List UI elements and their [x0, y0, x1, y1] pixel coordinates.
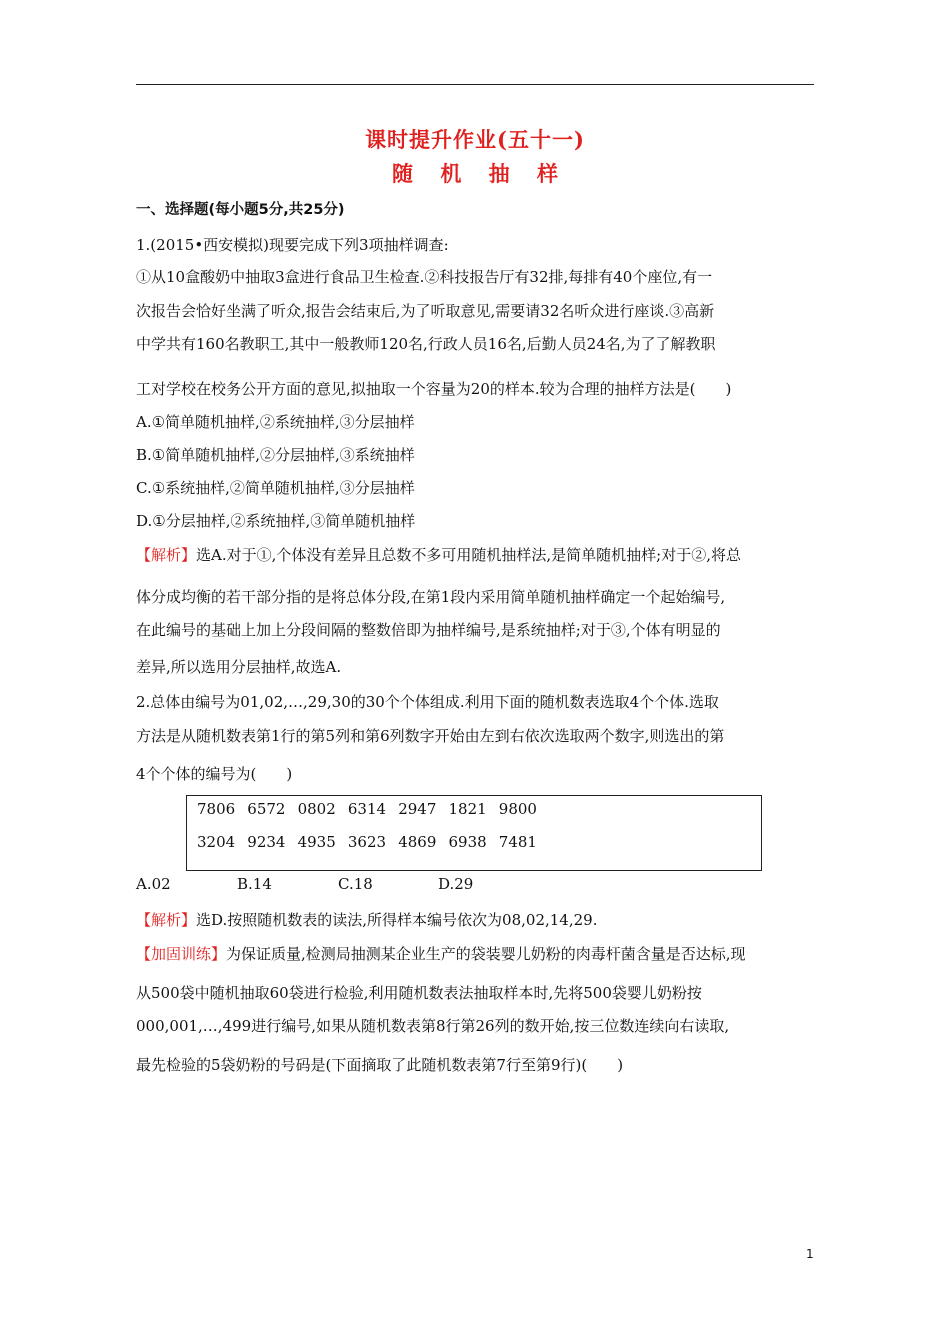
header-rule: [136, 84, 814, 85]
q2-option-d: D.29: [438, 875, 474, 893]
q1-analysis-line-1: [136, 545, 741, 565]
q1-analysis-line-4: 差异,所以选用分层抽样,故选A.: [136, 658, 342, 676]
q2-line-2: 方法是从随机数表第1行的第5列和第6列数字开始由左到右依次选取两个数字,则选出的第: [136, 727, 725, 745]
table-cell: 7481: [498, 833, 537, 851]
q1-line-3: 次报告会恰好坐满了听众,报告会结束后,为了听取意见,需要请32名听众进行座谈.③高新: [136, 302, 715, 320]
q1-line-4: 中学共有160名教职工,其中一般教师120名,行政人员16名,后勤人员24名,为了了解教职: [136, 335, 716, 353]
q1-analysis-line-3: 在此编号的基础上加上分段间隔的整数倍即为抽样编号,是系统抽样;对于③,个体有明显的: [136, 621, 721, 639]
q1-option-d: D.①分层抽样,②系统抽样,③简单随机抽样: [136, 512, 416, 530]
q1-analysis-tag: 【解析】: [136, 546, 197, 564]
page-title: 课时提升作业(五十一): [365, 127, 585, 152]
practice-line-3: 000,001,…,499进行编号,如果从随机数表第8行第26列的数开始,按三位数连续向右读取,: [136, 1017, 730, 1035]
practice-line-1: [136, 944, 746, 964]
table-cell: 7806: [197, 800, 236, 818]
q2-analysis: [136, 910, 597, 930]
q1-option-c: C.①系统抽样,②简单随机抽样,③分层抽样: [136, 479, 415, 497]
q1-analysis-text: 选A.对于①,个体没有差异且总数不多可用随机抽样法,是简单随机抽样;对于②,将总: [196, 546, 741, 564]
table-cell: 2947: [398, 800, 437, 818]
practice-line-2: 从500袋中随机抽取60袋进行检验,利用随机数表法抽取样本时,先将500袋婴儿奶粉按: [136, 984, 702, 1002]
table-cell: 6314: [347, 800, 387, 818]
table-row: [197, 833, 549, 851]
q2-option-b: B.14: [237, 875, 272, 893]
q1-option-a: A.①简单随机抽样,②系统抽样,③分层抽样: [136, 413, 415, 431]
table-cell: 6572: [247, 800, 286, 818]
random-number-table: [186, 795, 762, 871]
page-subtitle: 随 机 抽 样: [392, 161, 568, 186]
table-cell: 9234: [247, 833, 286, 851]
q1-line-5: 工对学校在校务公开方面的意见,拟抽取一个容量为20的样本.较为合理的抽样方法是( ): [136, 380, 732, 398]
q2-line-1: 2.总体由编号为01,02,…,29,30的30个个体组成.利用下面的随机数表选取4个个体.选取: [136, 693, 719, 711]
q2-analysis-tag: 【解析】: [136, 911, 197, 929]
practice-tag: 【加固训练】: [136, 945, 227, 963]
q1-line-2: ①从10盒酸奶中抽取3盒进行食品卫生检查.②科技报告厅有32排,每排有40个座位,有一: [136, 268, 713, 286]
table-cell: 3623: [347, 833, 387, 851]
practice-line-4: 最先检验的5袋奶粉的号码是(下面摘取了此随机数表第7行至第9行)( ): [136, 1056, 624, 1074]
section-heading: 一、选择题(每小题5分,共25分): [136, 202, 345, 218]
q1-option-b: B.①简单随机抽样,②分层抽样,③系统抽样: [136, 446, 415, 464]
q2-analysis-text: 选D.按照随机数表的读法,所得样本编号依次为08,02,14,29.: [196, 911, 598, 929]
table-cell: 6938: [448, 833, 487, 851]
table-cell: 9800: [498, 800, 537, 818]
table-cell: 3204: [197, 833, 236, 851]
page-number: 1: [806, 1247, 814, 1261]
q2-option-c: C.18: [338, 875, 373, 893]
table-row: [197, 800, 549, 818]
practice-text: 为保证质量,检测局抽测某企业生产的袋装婴儿奶粉的肉毒杆菌含量是否达标,现: [226, 945, 746, 963]
q1-line-1: 1.(2015•西安模拟)现要完成下列3项抽样调查:: [136, 236, 449, 254]
table-cell: 1821: [448, 800, 487, 818]
q2-option-a: A.02: [136, 875, 171, 893]
q2-line-3: 4个个体的编号为( ): [136, 765, 293, 783]
table-cell: 0802: [297, 800, 336, 818]
table-cell: 4935: [297, 833, 336, 851]
q1-analysis-line-2: 体分成均衡的若干部分指的是将总体分段,在第1段内采用简单随机抽样确定一个起始编号,: [136, 588, 726, 606]
table-cell: 4869: [398, 833, 437, 851]
